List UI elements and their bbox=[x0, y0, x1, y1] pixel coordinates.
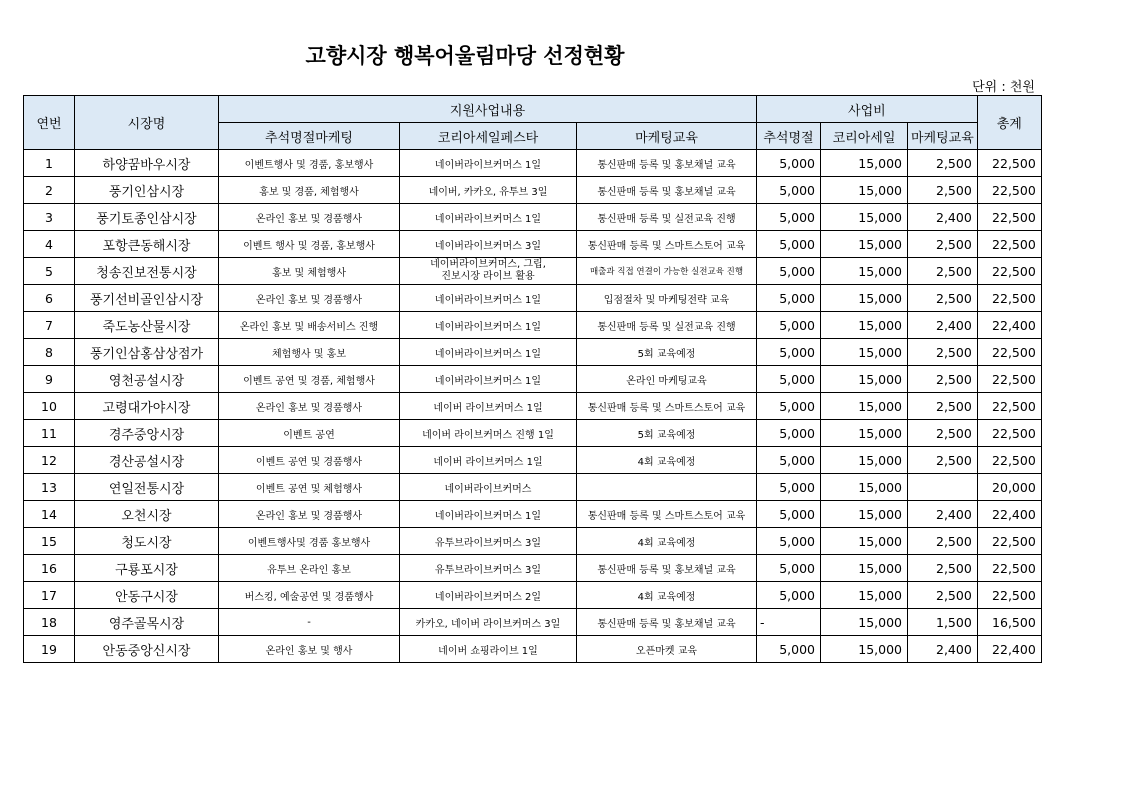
cell-korea-sale-festa: 네이버라이브커머스 3일 bbox=[400, 231, 577, 258]
cell-total: 22,400 bbox=[977, 501, 1041, 528]
cell-cost-marketing-edu: 2,500 bbox=[908, 150, 978, 177]
table-row bbox=[24, 285, 1042, 312]
cell-cost-chuseok: - bbox=[757, 609, 821, 636]
cell-chuseok-marketing: 이벤트 행사 및 경품, 홍보행사 bbox=[219, 231, 400, 258]
cell-korea-sale-festa: 유투브라이브커머스 3일 bbox=[400, 528, 577, 555]
header-market: 시장명 bbox=[75, 96, 219, 150]
cell-cost-korea-sale: 15,000 bbox=[821, 636, 908, 663]
header-no: 연번 bbox=[24, 96, 75, 150]
cell-no: 12 bbox=[24, 447, 75, 474]
cell-cost-korea-sale: 15,000 bbox=[821, 285, 908, 312]
cell-market-name: 청송진보전통시장 bbox=[75, 258, 219, 285]
cell-total: 22,500 bbox=[977, 420, 1041, 447]
cell-korea-sale-festa: 네이버라이브커머스 1일 bbox=[400, 312, 577, 339]
cell-total: 22,500 bbox=[977, 528, 1041, 555]
cell-cost-chuseok: 5,000 bbox=[757, 474, 821, 501]
cell-korea-sale-festa: 네이버라이브커머스 1일 bbox=[400, 339, 577, 366]
unit-label: 단위 : 천원 bbox=[972, 80, 1035, 95]
cell-total: 22,500 bbox=[977, 366, 1041, 393]
cell-marketing-education: 통신판매 등록 및 스마트스토어 교육 bbox=[577, 501, 757, 528]
table-row bbox=[24, 420, 1042, 447]
cell-cost-chuseok: 5,000 bbox=[757, 393, 821, 420]
cell-cost-chuseok: 5,000 bbox=[757, 528, 821, 555]
cell-market-name: 청도시장 bbox=[75, 528, 219, 555]
cell-cost-chuseok: 5,000 bbox=[757, 177, 821, 204]
cell-cost-marketing-edu: 2,500 bbox=[908, 231, 978, 258]
header-cost-chuseok: 추석명절 bbox=[757, 123, 821, 150]
cell-cost-marketing-edu: 1,500 bbox=[908, 609, 978, 636]
cell-chuseok-marketing: 이벤트 공연 및 경품행사 bbox=[219, 447, 400, 474]
table-row bbox=[24, 231, 1042, 258]
cell-cost-chuseok: 5,000 bbox=[757, 420, 821, 447]
table-row bbox=[24, 393, 1042, 420]
cell-no: 7 bbox=[24, 312, 75, 339]
cell-no: 3 bbox=[24, 204, 75, 231]
cell-korea-sale-festa: 유투브라이브커머스 3일 bbox=[400, 555, 577, 582]
header-cost-korea-sale: 코리아세일 bbox=[821, 123, 908, 150]
cell-marketing-education: 매출과 직접 연결이 가능한 실전교육 진행 bbox=[577, 258, 757, 285]
cell-no: 18 bbox=[24, 609, 75, 636]
cell-marketing-education: 통신판매 등록 및 실전교육 진행 bbox=[577, 312, 757, 339]
cell-cost-marketing-edu: 2,500 bbox=[908, 420, 978, 447]
cell-cost-marketing-edu: 2,500 bbox=[908, 177, 978, 204]
cell-marketing-education bbox=[577, 474, 757, 501]
cell-no: 9 bbox=[24, 366, 75, 393]
cell-market-name: 경주중앙시장 bbox=[75, 420, 219, 447]
cell-total: 16,500 bbox=[977, 609, 1041, 636]
cell-no: 14 bbox=[24, 501, 75, 528]
cell-cost-korea-sale: 15,000 bbox=[821, 609, 908, 636]
cell-cost-korea-sale: 15,000 bbox=[821, 501, 908, 528]
cell-chuseok-marketing: 버스킹, 예술공연 및 경품행사 bbox=[219, 582, 400, 609]
cell-cost-chuseok: 5,000 bbox=[757, 555, 821, 582]
header-marketing-education: 마케팅교육 bbox=[577, 123, 757, 150]
cell-line: 네이버라이브커머스, 그립, bbox=[430, 259, 546, 270]
cell-chuseok-marketing: 이벤트 공연 및 경품, 체험행사 bbox=[219, 366, 400, 393]
cell-cost-chuseok: 5,000 bbox=[757, 285, 821, 312]
cell-korea-sale-festa: 네이버라이브커머스 1일 bbox=[400, 501, 577, 528]
cell-chuseok-marketing: 체험행사 및 홍보 bbox=[219, 339, 400, 366]
cell-no: 6 bbox=[24, 285, 75, 312]
table-row bbox=[24, 447, 1042, 474]
cell-chuseok-marketing: 유투브 온라인 홍보 bbox=[219, 555, 400, 582]
cell-korea-sale-festa: 네이버라이브커머스 1일 bbox=[400, 150, 577, 177]
cell-no: 8 bbox=[24, 339, 75, 366]
cell-cost-marketing-edu: 2,500 bbox=[908, 582, 978, 609]
cell-market-name: 풍기토종인삼시장 bbox=[75, 204, 219, 231]
cell-cost-korea-sale: 15,000 bbox=[821, 258, 908, 285]
cell-chuseok-marketing: 온라인 홍보 및 경품행사 bbox=[219, 204, 400, 231]
cell-no: 16 bbox=[24, 555, 75, 582]
cell-market-name: 고령대가야시장 bbox=[75, 393, 219, 420]
cell-chuseok-marketing: - bbox=[219, 609, 400, 636]
cell-total: 22,500 bbox=[977, 150, 1041, 177]
cell-korea-sale-festa: 네이버라이브커머스 1일 bbox=[400, 366, 577, 393]
cell-total: 22,500 bbox=[977, 447, 1041, 474]
cell-cost-chuseok: 5,000 bbox=[757, 501, 821, 528]
cell-cost-marketing-edu: 2,500 bbox=[908, 555, 978, 582]
cell-no: 10 bbox=[24, 393, 75, 420]
cell-cost-chuseok: 5,000 bbox=[757, 312, 821, 339]
cell-cost-marketing-edu: 2,400 bbox=[908, 312, 978, 339]
cell-korea-sale-festa: 네이버라이브커머스 1일 bbox=[400, 285, 577, 312]
cell-total: 20,000 bbox=[977, 474, 1041, 501]
cell-cost-marketing-edu: 2,500 bbox=[908, 285, 978, 312]
table-row bbox=[24, 150, 1042, 177]
cell-marketing-education: 통신판매 등록 및 홍보채널 교육 bbox=[577, 609, 757, 636]
cell-no: 17 bbox=[24, 582, 75, 609]
cell-cost-chuseok: 5,000 bbox=[757, 150, 821, 177]
cell-cost-chuseok: 5,000 bbox=[757, 447, 821, 474]
cell-korea-sale-festa: 네이버 쇼핑라이브 1일 bbox=[400, 636, 577, 663]
cell-marketing-education: 4회 교육예정 bbox=[577, 447, 757, 474]
cell-marketing-education: 5회 교육예정 bbox=[577, 339, 757, 366]
header-korea-sale-festa: 코리아세일페스타 bbox=[400, 123, 577, 150]
cell-cost-chuseok: 5,000 bbox=[757, 582, 821, 609]
cell-market-name: 포항큰동해시장 bbox=[75, 231, 219, 258]
cell-marketing-education: 통신판매 등록 및 스마트스토어 교육 bbox=[577, 231, 757, 258]
cell-korea-sale-festa: 네이버라이브커머스 bbox=[400, 474, 577, 501]
cell-cost-marketing-edu: 2,400 bbox=[908, 636, 978, 663]
cell-korea-sale-festa: 네이버라이브커머스 1일 bbox=[400, 204, 577, 231]
table-row bbox=[24, 501, 1042, 528]
cell-no: 11 bbox=[24, 420, 75, 447]
cell-marketing-education: 온라인 마케팅교육 bbox=[577, 366, 757, 393]
cell-market-name: 안동중앙신시장 bbox=[75, 636, 219, 663]
cell-korea-sale-festa: 네이버 라이브커머스 진행 1일 bbox=[400, 420, 577, 447]
cell-cost-korea-sale: 15,000 bbox=[821, 528, 908, 555]
cell-total: 22,500 bbox=[977, 339, 1041, 366]
cell-marketing-education: 통신판매 등록 및 홍보채널 교육 bbox=[577, 150, 757, 177]
cell-chuseok-marketing: 이벤트 공연 bbox=[219, 420, 400, 447]
cell-chuseok-marketing: 온라인 홍보 및 경품행사 bbox=[219, 501, 400, 528]
table-row bbox=[24, 312, 1042, 339]
header-total: 총계 bbox=[977, 96, 1041, 150]
cell-cost-marketing-edu: 2,500 bbox=[908, 366, 978, 393]
cell-cost-korea-sale: 15,000 bbox=[821, 474, 908, 501]
cell-cost-korea-sale: 15,000 bbox=[821, 177, 908, 204]
cell-cost-chuseok: 5,000 bbox=[757, 231, 821, 258]
cell-market-name: 풍기인삼시장 bbox=[75, 177, 219, 204]
header-cost: 사업비 bbox=[757, 96, 978, 123]
cell-no: 19 bbox=[24, 636, 75, 663]
cell-cost-korea-sale: 15,000 bbox=[821, 204, 908, 231]
cell-no: 1 bbox=[24, 150, 75, 177]
selection-status-table bbox=[23, 95, 1042, 663]
cell-market-name: 안동구시장 bbox=[75, 582, 219, 609]
cell-no: 5 bbox=[24, 258, 75, 285]
table-row bbox=[24, 204, 1042, 231]
cell-marketing-education: 4회 교육예정 bbox=[577, 528, 757, 555]
cell-market-name: 구룡포시장 bbox=[75, 555, 219, 582]
cell-cost-korea-sale: 15,000 bbox=[821, 150, 908, 177]
cell-marketing-education: 4회 교육예정 bbox=[577, 582, 757, 609]
cell-total: 22,400 bbox=[977, 312, 1041, 339]
cell-cost-korea-sale: 15,000 bbox=[821, 582, 908, 609]
cell-market-name: 연일전통시장 bbox=[75, 474, 219, 501]
cell-cost-korea-sale: 15,000 bbox=[821, 312, 908, 339]
cell-market-name: 영천공설시장 bbox=[75, 366, 219, 393]
cell-cost-korea-sale: 15,000 bbox=[821, 393, 908, 420]
cell-cost-marketing-edu: 2,500 bbox=[908, 447, 978, 474]
cell-marketing-education: 오픈마켓 교육 bbox=[577, 636, 757, 663]
table-row bbox=[24, 582, 1042, 609]
table-row bbox=[24, 555, 1042, 582]
table-row bbox=[24, 528, 1042, 555]
header-support: 지원사업내용 bbox=[219, 96, 757, 123]
cell-cost-marketing-edu: 2,400 bbox=[908, 501, 978, 528]
table-row bbox=[24, 474, 1042, 501]
cell-cost-korea-sale: 15,000 bbox=[821, 555, 908, 582]
cell-total: 22,500 bbox=[977, 555, 1041, 582]
cell-total: 22,500 bbox=[977, 258, 1041, 285]
cell-korea-sale-festa: 네이버 라이브커머스 1일 bbox=[400, 393, 577, 420]
cell-cost-marketing-edu bbox=[908, 474, 978, 501]
cell-marketing-education: 통신판매 등록 및 홍보채널 교육 bbox=[577, 555, 757, 582]
cell-cost-chuseok: 5,000 bbox=[757, 636, 821, 663]
cell-cost-marketing-edu: 2,500 bbox=[908, 258, 978, 285]
table-row bbox=[24, 609, 1042, 636]
cell-marketing-education: 5회 교육예정 bbox=[577, 420, 757, 447]
cell-chuseok-marketing: 이벤트 공연 및 체험행사 bbox=[219, 474, 400, 501]
cell-market-name: 오천시장 bbox=[75, 501, 219, 528]
document-title: 고향시장 행복어울림마당 선정현황 bbox=[305, 44, 625, 68]
cell-marketing-education: 통신판매 등록 및 실전교육 진행 bbox=[577, 204, 757, 231]
cell-total: 22,500 bbox=[977, 285, 1041, 312]
cell-total: 22,500 bbox=[977, 393, 1041, 420]
header-cost-marketing-edu: 마케팅교육 bbox=[908, 123, 978, 150]
cell-cost-marketing-edu: 2,400 bbox=[908, 204, 978, 231]
cell-chuseok-marketing: 홍보 및 경품, 체험행사 bbox=[219, 177, 400, 204]
table-row bbox=[24, 636, 1042, 663]
cell-line: 진보시장 라이브 활용 bbox=[441, 271, 535, 282]
cell-cost-marketing-edu: 2,500 bbox=[908, 393, 978, 420]
cell-total: 22,500 bbox=[977, 582, 1041, 609]
cell-cost-korea-sale: 15,000 bbox=[821, 366, 908, 393]
cell-chuseok-marketing: 온라인 홍보 및 경품행사 bbox=[219, 285, 400, 312]
cell-cost-marketing-edu: 2,500 bbox=[908, 528, 978, 555]
cell-total: 22,500 bbox=[977, 231, 1041, 258]
cell-cost-korea-sale: 15,000 bbox=[821, 231, 908, 258]
cell-korea-sale-festa: 네이버, 카카오, 유투브 3일 bbox=[400, 177, 577, 204]
cell-korea-sale-festa: 네이버 라이브커머스 1일 bbox=[400, 447, 577, 474]
cell-chuseok-marketing: 온라인 홍보 및 행사 bbox=[219, 636, 400, 663]
table-row bbox=[24, 258, 1042, 285]
cell-chuseok-marketing: 온라인 홍보 및 배송서비스 진행 bbox=[219, 312, 400, 339]
cell-total: 22,500 bbox=[977, 204, 1041, 231]
cell-cost-korea-sale: 15,000 bbox=[821, 447, 908, 474]
cell-no: 13 bbox=[24, 474, 75, 501]
cell-chuseok-marketing: 온라인 홍보 및 경품행사 bbox=[219, 393, 400, 420]
cell-marketing-education: 통신판매 등록 및 스마트스토어 교육 bbox=[577, 393, 757, 420]
cell-chuseok-marketing: 이벤트행사및 경품 홍보행사 bbox=[219, 528, 400, 555]
cell-market-name: 경산공설시장 bbox=[75, 447, 219, 474]
cell-cost-chuseok: 5,000 bbox=[757, 366, 821, 393]
cell-no: 4 bbox=[24, 231, 75, 258]
cell-cost-chuseok: 5,000 bbox=[757, 204, 821, 231]
cell-market-name: 풍기인삼홍삼상점가 bbox=[75, 339, 219, 366]
cell-cost-chuseok: 5,000 bbox=[757, 339, 821, 366]
cell-market-name: 영주골목시장 bbox=[75, 609, 219, 636]
cell-korea-sale-festa: 카카오, 네이버 라이브커머스 3일 bbox=[400, 609, 577, 636]
cell-chuseok-marketing: 홍보 및 체험행사 bbox=[219, 258, 400, 285]
cell-market-name: 풍기선비골인삼시장 bbox=[75, 285, 219, 312]
cell-no: 15 bbox=[24, 528, 75, 555]
table-row bbox=[24, 177, 1042, 204]
header-chuseok-marketing: 추석명절마케팅 bbox=[219, 123, 400, 150]
cell-korea-sale-festa bbox=[400, 258, 577, 285]
cell-cost-chuseok: 5,000 bbox=[757, 258, 821, 285]
cell-total: 22,400 bbox=[977, 636, 1041, 663]
table-row bbox=[24, 366, 1042, 393]
cell-marketing-education: 입점절차 및 마케팅전략 교육 bbox=[577, 285, 757, 312]
cell-no: 2 bbox=[24, 177, 75, 204]
cell-total: 22,500 bbox=[977, 177, 1041, 204]
cell-cost-korea-sale: 15,000 bbox=[821, 339, 908, 366]
cell-market-name: 하양꿈바우시장 bbox=[75, 150, 219, 177]
cell-market-name: 죽도농산물시장 bbox=[75, 312, 219, 339]
cell-marketing-education: 통신판매 등록 및 홍보채널 교육 bbox=[577, 177, 757, 204]
table-row bbox=[24, 339, 1042, 366]
cell-korea-sale-festa: 네이버라이브커머스 2일 bbox=[400, 582, 577, 609]
cell-cost-korea-sale: 15,000 bbox=[821, 420, 908, 447]
cell-chuseok-marketing: 이벤트행사 및 경품, 홍보행사 bbox=[219, 150, 400, 177]
cell-cost-marketing-edu: 2,500 bbox=[908, 339, 978, 366]
